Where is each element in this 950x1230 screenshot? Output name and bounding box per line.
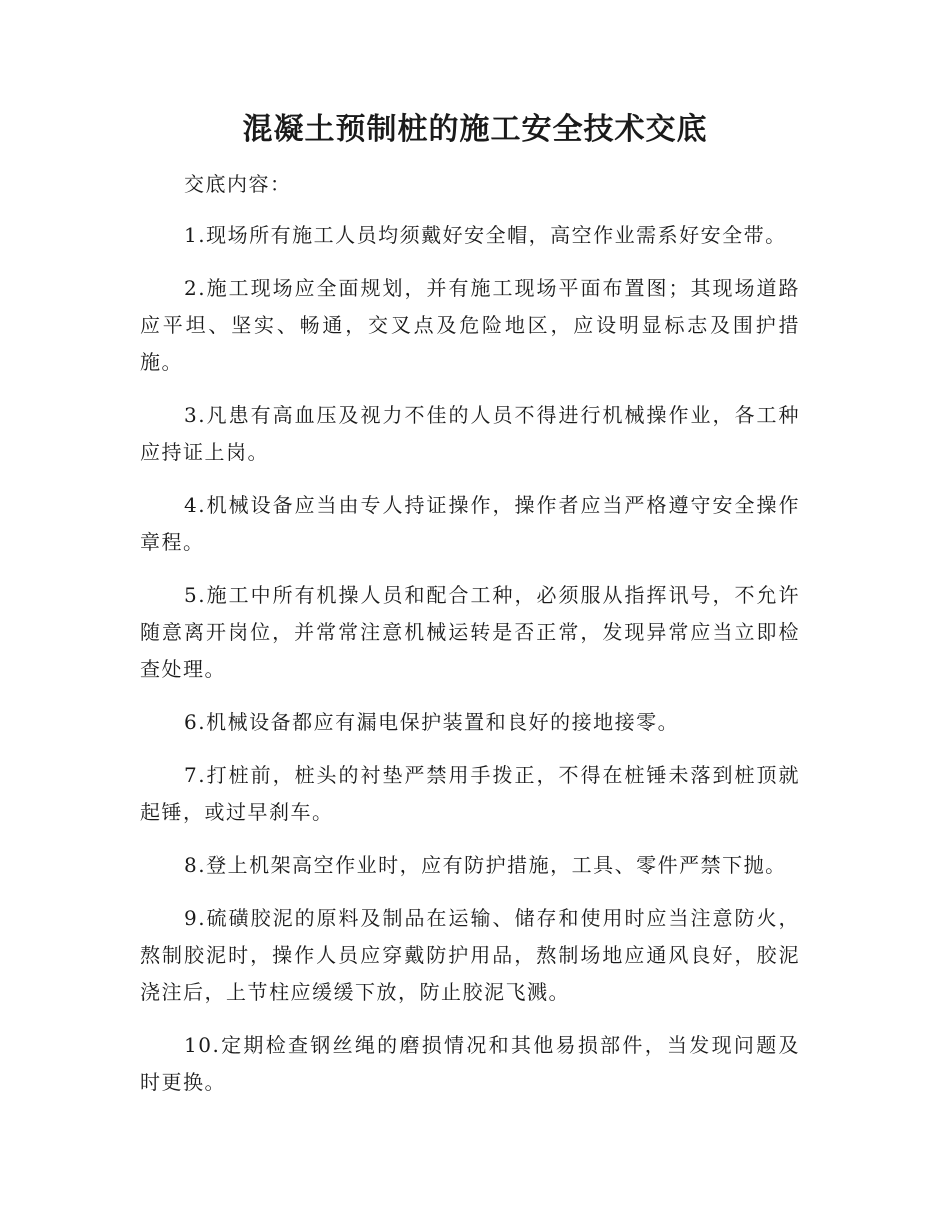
list-item-7: 7.打桩前，桩头的衬垫严禁用手拨正，不得在桩锤未落到桩顶就起锤，或过早刹车。	[140, 763, 800, 824]
list-item-2: 2.施工现场应全面规划，并有施工现场平面布置图；其现场道路应平坦、坚实、畅通，交叉点及危险地区，应设明显标志及围护措施。	[140, 276, 800, 374]
document-body	[140, 166, 800, 1117]
intro-label: 交底内容：	[184, 172, 292, 196]
list-item-1: 1.现场所有施工人员均须戴好安全帽，高空作业需系好安全带。	[184, 223, 787, 247]
document-title: 混凝土预制桩的施工安全技术交底	[242, 112, 708, 147]
list-item-10: 10.定期检查钢丝绳的磨损情况和其他易损部件，当发现问题及时更换。	[140, 1033, 800, 1094]
list-item-3: 3.凡患有高血压及视力不佳的人员不得进行机械操作业，各工种应持证上岗。	[140, 403, 800, 464]
list-item-9: 9.硫磺胶泥的原料及制品在运输、储存和使用时应当注意防火，熬制胶泥时，操作人员应穿戴防护用品，熬制场地应通风良好，胶泥浇注后，上节柱应缓缓下放，防止胶泥飞溅。	[140, 906, 800, 1004]
list-item-5: 5.施工中所有机操人员和配合工种，必须服从指挥讯号，不允许随意离开岗位，并常常注意机械运转是否正常，发现异常应当立即检查处理。	[140, 583, 800, 681]
list-item-8: 8.登上机架高空作业时，应有防护措施，工具、零件严禁下抛。	[184, 853, 787, 877]
list-item-4: 4.机械设备应当由专人持证操作，操作者应当严格遵守安全操作章程。	[140, 493, 800, 554]
list-item-6: 6.机械设备都应有漏电保护装置和良好的接地接零。	[184, 710, 680, 734]
